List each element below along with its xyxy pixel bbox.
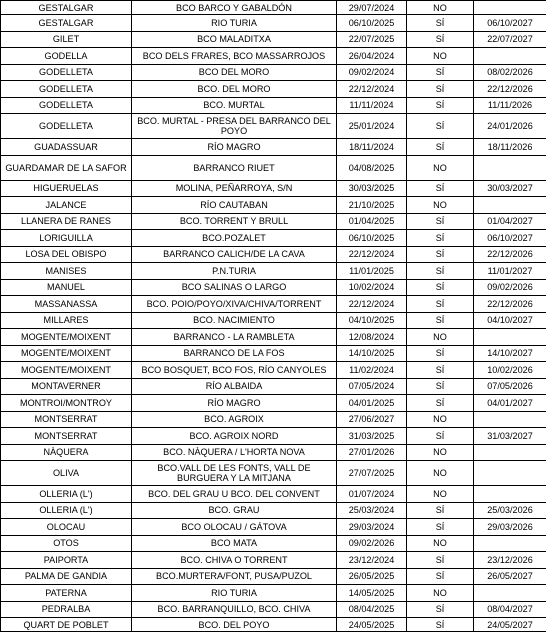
municipality-cell: LORIGUILLA bbox=[1, 230, 132, 247]
table-row bbox=[1, 230, 546, 247]
municipality-cell: LOSA DEL OBISPO bbox=[1, 246, 132, 263]
date-cell: 31/03/2025 bbox=[337, 428, 407, 445]
municipality-cell: NÀQUERA bbox=[1, 444, 132, 461]
table-row bbox=[1, 486, 546, 503]
status-cell: SÍ bbox=[407, 601, 474, 618]
table-row bbox=[1, 362, 546, 379]
status-cell: SÍ bbox=[407, 180, 474, 197]
location-cell: BCO. GRAU bbox=[132, 502, 337, 519]
location-cell: BCO MATA bbox=[132, 535, 337, 552]
municipality-cell: MASSANASSA bbox=[1, 296, 132, 313]
date-cell: 27/07/2025 bbox=[337, 461, 407, 486]
location-cell: BCO.POZALET bbox=[132, 230, 337, 247]
end-date-cell: 25/03/2026 bbox=[474, 502, 546, 519]
date-cell: 04/10/2025 bbox=[337, 312, 407, 329]
table-row bbox=[1, 519, 546, 536]
date-cell: 24/05/2025 bbox=[337, 618, 407, 632]
municipality-cell: GODELLETA bbox=[1, 64, 132, 81]
date-cell: 06/10/2025 bbox=[337, 15, 407, 32]
date-cell: 09/02/2026 bbox=[337, 535, 407, 552]
status-cell: SÍ bbox=[407, 213, 474, 230]
location-cell: BCO BOSQUET, BCO FOS, RÍO CANYOLES bbox=[132, 362, 337, 379]
end-date-cell: 04/10/2027 bbox=[474, 312, 546, 329]
end-date-cell: 08/04/2027 bbox=[474, 601, 546, 618]
status-cell: SÍ bbox=[407, 279, 474, 296]
location-cell: RÍO MAGRO bbox=[132, 139, 337, 156]
end-date-cell bbox=[474, 535, 546, 552]
table-row bbox=[1, 395, 546, 412]
date-cell: 09/02/2024 bbox=[337, 64, 407, 81]
status-cell: SÍ bbox=[407, 519, 474, 536]
table-row bbox=[1, 296, 546, 313]
date-cell: 25/01/2024 bbox=[337, 114, 407, 139]
end-date-cell: 09/02/2026 bbox=[474, 279, 546, 296]
location-cell: BCO. CHIVA O TORRENT bbox=[132, 552, 337, 569]
end-date-cell: 23/12/2026 bbox=[474, 552, 546, 569]
end-date-cell: 06/10/2027 bbox=[474, 15, 546, 32]
date-cell: 22/12/2024 bbox=[337, 246, 407, 263]
status-cell: NO bbox=[407, 444, 474, 461]
table-row bbox=[1, 378, 546, 395]
status-cell: SÍ bbox=[407, 97, 474, 114]
location-cell: BCO. AGROIX NORD bbox=[132, 428, 337, 445]
status-cell: SÍ bbox=[407, 618, 474, 632]
location-cell: RÍO ALBAIDA bbox=[132, 378, 337, 395]
location-cell: BCO OLOCAU / GÁTOVA bbox=[132, 519, 337, 536]
municipality-cell: GUARDAMAR DE LA SAFOR bbox=[1, 155, 132, 180]
end-date-cell: 07/05/2026 bbox=[474, 378, 546, 395]
end-date-cell bbox=[474, 461, 546, 486]
end-date-cell: 08/02/2026 bbox=[474, 64, 546, 81]
location-cell: BCO DELS FRARES, BCO MASSARROJOS bbox=[132, 48, 337, 65]
status-cell: SÍ bbox=[407, 81, 474, 98]
table-row bbox=[1, 197, 546, 214]
municipality-cell: MONTAVERNER bbox=[1, 378, 132, 395]
table-row bbox=[1, 139, 546, 156]
status-cell: SÍ bbox=[407, 345, 474, 362]
table-row bbox=[1, 279, 546, 296]
municipality-cell: PATERNA bbox=[1, 585, 132, 602]
date-cell: 04/01/2025 bbox=[337, 395, 407, 412]
table-row bbox=[1, 48, 546, 65]
status-cell: SÍ bbox=[407, 552, 474, 569]
status-cell: SÍ bbox=[407, 362, 474, 379]
location-cell: BCO. NÀQUERA / L'HORTA NOVA bbox=[132, 444, 337, 461]
end-date-cell: 06/10/2027 bbox=[474, 230, 546, 247]
municipality-cell: LLANERA DE RANES bbox=[1, 213, 132, 230]
date-cell: 30/03/2025 bbox=[337, 180, 407, 197]
date-cell: 04/08/2025 bbox=[337, 155, 407, 180]
date-cell: 22/12/2024 bbox=[337, 296, 407, 313]
table-row bbox=[1, 329, 546, 346]
status-cell: SÍ bbox=[407, 31, 474, 48]
table-row bbox=[1, 618, 546, 632]
date-cell: 01/04/2025 bbox=[337, 213, 407, 230]
municipality-cell: GODELLA bbox=[1, 48, 132, 65]
table-row bbox=[1, 502, 546, 519]
status-cell: SÍ bbox=[407, 378, 474, 395]
location-cell: BCO. DEL GRAU U BCO. DEL CONVENT bbox=[132, 486, 337, 503]
municipality-cell: GODELLETA bbox=[1, 97, 132, 114]
date-cell: 07/05/2024 bbox=[337, 378, 407, 395]
end-date-cell bbox=[474, 155, 546, 180]
end-date-cell bbox=[474, 585, 546, 602]
end-date-cell bbox=[474, 444, 546, 461]
location-cell: BCO. MURTAL - PRESA DEL BARRANCO DEL POYO bbox=[132, 114, 337, 139]
date-cell: 11/11/2024 bbox=[337, 97, 407, 114]
table-row bbox=[1, 64, 546, 81]
status-cell: NO bbox=[407, 197, 474, 214]
status-cell: NO bbox=[407, 1, 474, 15]
status-cell: SÍ bbox=[407, 64, 474, 81]
end-date-cell: 26/05/2027 bbox=[474, 568, 546, 585]
location-cell: BARRANCO DE LA FOS bbox=[132, 345, 337, 362]
date-cell: 06/10/2025 bbox=[337, 230, 407, 247]
date-cell: 26/04/2024 bbox=[337, 48, 407, 65]
status-cell: SÍ bbox=[407, 114, 474, 139]
end-date-cell: 29/03/2026 bbox=[474, 519, 546, 536]
municipality-cell: OLLERIA (L') bbox=[1, 502, 132, 519]
location-cell: BCO.VALL DE LES FONTS, VALL DE BURGUERA Y LA MITJANA bbox=[132, 461, 337, 486]
end-date-cell bbox=[474, 48, 546, 65]
date-cell: 22/12/2024 bbox=[337, 81, 407, 98]
end-date-cell: 31/03/2027 bbox=[474, 428, 546, 445]
end-date-cell: 18/11/2026 bbox=[474, 139, 546, 156]
table-row bbox=[1, 552, 546, 569]
status-cell: SÍ bbox=[407, 296, 474, 313]
status-cell: SÍ bbox=[407, 15, 474, 32]
table-row bbox=[1, 213, 546, 230]
date-cell: 27/01/2026 bbox=[337, 444, 407, 461]
end-date-cell: 24/01/2026 bbox=[474, 114, 546, 139]
location-cell: BCO. MURTAL bbox=[132, 97, 337, 114]
municipality-cell: MONTROI/MONTROY bbox=[1, 395, 132, 412]
status-cell: NO bbox=[407, 535, 474, 552]
table-row bbox=[1, 15, 546, 32]
municipality-cell: MOGENTE/MOIXENT bbox=[1, 329, 132, 346]
location-cell: BARRANCO - LA RAMBLETA bbox=[132, 329, 337, 346]
municipality-cell: OTOS bbox=[1, 535, 132, 552]
status-cell: SÍ bbox=[407, 230, 474, 247]
table-row bbox=[1, 114, 546, 139]
location-cell: BCO. AGROIX bbox=[132, 411, 337, 428]
date-cell: 25/03/2024 bbox=[337, 502, 407, 519]
date-cell: 22/07/2025 bbox=[337, 31, 407, 48]
location-cell: BCO SALINAS O LARGO bbox=[132, 279, 337, 296]
end-date-cell: 30/03/2027 bbox=[474, 180, 546, 197]
municipality-cell: GESTALGAR bbox=[1, 15, 132, 32]
municipality-cell: PAIPORTA bbox=[1, 552, 132, 569]
municipality-cell: MANUEL bbox=[1, 279, 132, 296]
status-cell: SÍ bbox=[407, 568, 474, 585]
location-cell: BARRANCO RIUET bbox=[132, 155, 337, 180]
location-cell: RÍO MAGRO bbox=[132, 395, 337, 412]
municipality-cell: GILET bbox=[1, 31, 132, 48]
municipality-cell: PEDRALBA bbox=[1, 601, 132, 618]
table-row bbox=[1, 81, 546, 98]
date-cell: 29/07/2024 bbox=[337, 1, 407, 15]
municipality-cell: MONTSERRAT bbox=[1, 411, 132, 428]
date-cell: 21/10/2025 bbox=[337, 197, 407, 214]
end-date-cell: 01/04/2027 bbox=[474, 213, 546, 230]
end-date-cell: 04/01/2027 bbox=[474, 395, 546, 412]
end-date-cell: 22/07/2027 bbox=[474, 31, 546, 48]
end-date-cell: 11/11/2026 bbox=[474, 97, 546, 114]
date-cell: 14/10/2025 bbox=[337, 345, 407, 362]
status-cell: NO bbox=[407, 411, 474, 428]
date-cell: 08/04/2025 bbox=[337, 601, 407, 618]
municipality-cell: HIGUERUELAS bbox=[1, 180, 132, 197]
municipality-cell: MANISES bbox=[1, 263, 132, 280]
municipality-cell: MOGENTE/MOIXENT bbox=[1, 362, 132, 379]
end-date-cell bbox=[474, 411, 546, 428]
location-cell: MOLINA, PEÑARROYA, S/N bbox=[132, 180, 337, 197]
table-row bbox=[1, 345, 546, 362]
date-cell: 14/05/2025 bbox=[337, 585, 407, 602]
table-row bbox=[1, 601, 546, 618]
municipality-cell: MOGENTE/MOIXENT bbox=[1, 345, 132, 362]
location-cell: RIO TURIA bbox=[132, 15, 337, 32]
date-cell: 10/02/2024 bbox=[337, 279, 407, 296]
location-cell: BCO. BARRANQUILLO, BCO. CHIVA bbox=[132, 601, 337, 618]
status-cell: SÍ bbox=[407, 246, 474, 263]
table-row bbox=[1, 444, 546, 461]
date-cell: 18/11/2024 bbox=[337, 139, 407, 156]
status-cell: SÍ bbox=[407, 502, 474, 519]
end-date-cell: 22/12/2026 bbox=[474, 246, 546, 263]
date-cell: 23/12/2024 bbox=[337, 552, 407, 569]
municipality-cell: GESTALGAR bbox=[1, 1, 132, 15]
end-date-cell bbox=[474, 197, 546, 214]
location-cell: BCO. NACIMIENTO bbox=[132, 312, 337, 329]
end-date-cell: 11/01/2027 bbox=[474, 263, 546, 280]
end-date-cell bbox=[474, 329, 546, 346]
end-date-cell: 22/12/2026 bbox=[474, 296, 546, 313]
municipality-cell: OLLERIA (L') bbox=[1, 486, 132, 503]
date-cell: 01/07/2024 bbox=[337, 486, 407, 503]
location-cell: BARRANCO CALICH/DE LA CAVA bbox=[132, 246, 337, 263]
end-date-cell bbox=[474, 1, 546, 15]
status-cell: NO bbox=[407, 48, 474, 65]
table-row bbox=[1, 461, 546, 486]
date-cell: 29/03/2024 bbox=[337, 519, 407, 536]
end-date-cell: 22/12/2026 bbox=[474, 81, 546, 98]
table-row bbox=[1, 97, 546, 114]
location-cell: RÍO CAUTABAN bbox=[132, 197, 337, 214]
table-row bbox=[1, 263, 546, 280]
municipality-cell: OLOCAU bbox=[1, 519, 132, 536]
end-date-cell: 14/10/2027 bbox=[474, 345, 546, 362]
table-row bbox=[1, 568, 546, 585]
municipality-cell: GUADASSUAR bbox=[1, 139, 132, 156]
end-date-cell bbox=[474, 486, 546, 503]
status-cell: NO bbox=[407, 155, 474, 180]
table-row bbox=[1, 31, 546, 48]
status-cell: NO bbox=[407, 329, 474, 346]
date-cell: 11/02/2024 bbox=[337, 362, 407, 379]
table-row bbox=[1, 180, 546, 197]
table-row bbox=[1, 535, 546, 552]
municipality-cell: MILLARES bbox=[1, 312, 132, 329]
location-cell: BCO DEL MORO bbox=[132, 64, 337, 81]
location-cell: P.N.TURIA bbox=[132, 263, 337, 280]
location-cell: BCO MALADITXA bbox=[132, 31, 337, 48]
table-row bbox=[1, 411, 546, 428]
date-cell: 26/05/2025 bbox=[337, 568, 407, 585]
table-row bbox=[1, 312, 546, 329]
status-cell: SÍ bbox=[407, 428, 474, 445]
municipality-cell: MONTSERRAT bbox=[1, 428, 132, 445]
location-cell: BCO. POIO/POYO/XIVA/CHIVA/TORRENT bbox=[132, 296, 337, 313]
table-row bbox=[1, 585, 546, 602]
end-date-cell: 10/02/2026 bbox=[474, 362, 546, 379]
table-row bbox=[1, 1, 546, 15]
location-cell: BCO. DEL POYO bbox=[132, 618, 337, 632]
status-cell: SÍ bbox=[407, 263, 474, 280]
table-row bbox=[1, 155, 546, 180]
status-cell: NO bbox=[407, 461, 474, 486]
status-cell: NO bbox=[407, 585, 474, 602]
municipality-cell: JALANCE bbox=[1, 197, 132, 214]
date-cell: 12/08/2024 bbox=[337, 329, 407, 346]
location-cell: BCO. DEL MORO bbox=[132, 81, 337, 98]
municipality-cell: GODELLETA bbox=[1, 114, 132, 139]
municipality-cell: GODELLETA bbox=[1, 81, 132, 98]
table-body bbox=[1, 1, 546, 632]
municipality-cell: OLIVA bbox=[1, 461, 132, 486]
table-row bbox=[1, 246, 546, 263]
status-cell: SÍ bbox=[407, 395, 474, 412]
location-cell: BCO. TORRENT Y BRULL bbox=[132, 213, 337, 230]
municipality-cell: QUART DE POBLET bbox=[1, 618, 132, 632]
table-row bbox=[1, 428, 546, 445]
location-cell: RIO TURIA bbox=[132, 585, 337, 602]
status-cell: NO bbox=[407, 486, 474, 503]
location-cell: BCO.MURTERA/FONT, PUSA/PUZOL bbox=[132, 568, 337, 585]
status-cell: SÍ bbox=[407, 312, 474, 329]
municipality-cell: PALMA DE GANDIA bbox=[1, 568, 132, 585]
location-cell: BCO BARCO Y GABALDÓN bbox=[132, 1, 337, 15]
status-cell: SÍ bbox=[407, 139, 474, 156]
date-cell: 27/06/2027 bbox=[337, 411, 407, 428]
date-cell: 11/01/2025 bbox=[337, 263, 407, 280]
end-date-cell: 24/05/2027 bbox=[474, 618, 546, 632]
